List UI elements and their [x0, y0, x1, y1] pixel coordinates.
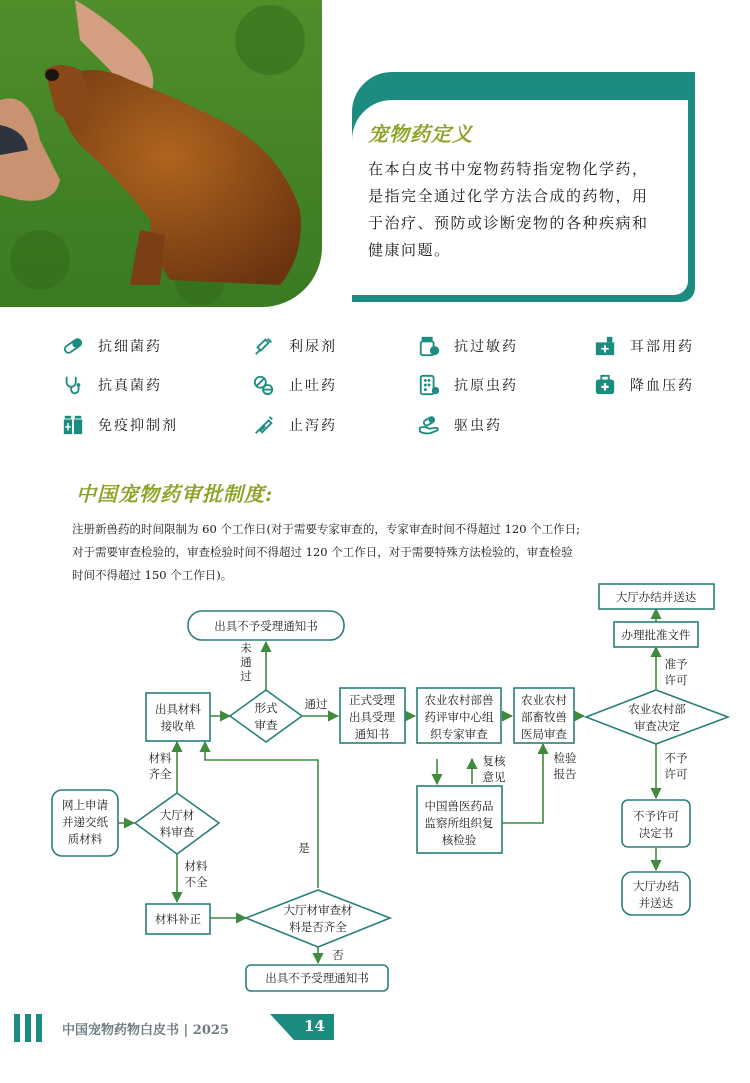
label-not-passed-1: 未 [240, 641, 252, 655]
label-recheck-2: 意见 [482, 770, 506, 784]
label-not-permit-2: 许可 [664, 767, 688, 781]
formal-accept-line3: 通知书 [354, 727, 390, 741]
approval-flowchart [0, 580, 750, 1000]
decision-line1: 农业农村部 [628, 702, 686, 716]
issue-receipt-line1: 出具材料 [155, 702, 201, 716]
complete-check-line1: 大厅材审查材 [283, 903, 353, 917]
label-no: 否 [332, 948, 344, 962]
not-permit-line2: 决定书 [638, 826, 674, 840]
medicine-bottle-icon [418, 335, 440, 357]
label-yes: 是 [298, 841, 310, 855]
expert-review-line1: 农业农村部兽 [424, 693, 494, 707]
inspection-line2: 监察所组织复 [424, 816, 494, 830]
label-incomplete-1: 材料 [184, 859, 208, 873]
footer-title: 中国宠物药物白皮书 | 2025 [62, 1023, 229, 1038]
not-permit-line1: 不予许可 [633, 809, 679, 823]
approve-doc-text: 办理批准文件 [621, 628, 691, 642]
hand-pill-icon [418, 414, 440, 436]
online-apply-line2: 并递交纸 [62, 815, 108, 829]
inspection-line1: 中国兽医药品 [424, 799, 494, 813]
material-fix-text: 材料补正 [155, 912, 201, 926]
label-incomplete-2: 不全 [184, 875, 208, 889]
category-antidiarrheal: 止泻药 [253, 414, 337, 436]
hall-review-line1: 大厅材 [159, 808, 195, 822]
label-recheck-1: 复核 [482, 754, 506, 768]
expert-review-line3: 织专家审查 [430, 727, 488, 741]
online-apply-line3: 质材料 [67, 832, 103, 846]
inspection-line3: 核检验 [441, 833, 477, 847]
formal-review-line2: 审查 [254, 718, 278, 732]
bureau-review-line1: 农业农村 [521, 693, 567, 707]
deliver-bottom-line2: 并送达 [638, 896, 674, 910]
label-permit-1: 准予 [664, 657, 688, 671]
complete-check-line2: 料是否齐全 [289, 920, 347, 934]
formal-accept-line1: 正式受理 [349, 693, 395, 707]
dog-photo [0, 0, 322, 307]
label-passed: 通过 [304, 697, 328, 711]
tablets-icon [253, 374, 275, 396]
approval-text: 注册新兽药的时间限制为 60 个工作日(对于需要专家审查的，专家审查时间不得超过 120 个工作日; 对于需要审查检验的，审查检验时间不得超过 120 个工作日，对于需要特殊方法检验的，审查检验 时间不得超过 150 个工作日)。 [72, 522, 581, 582]
category-immunosuppressant: 免疫抑制剂 [62, 414, 178, 436]
label-not-passed-3: 过 [240, 669, 252, 683]
stethoscope-icon [62, 374, 84, 396]
formal-accept-line2: 出具受理 [349, 710, 395, 724]
syringe-icon [253, 335, 275, 357]
blister-pack-icon [418, 374, 440, 396]
complete-check-node [246, 890, 390, 947]
definition-title: 宠物药定义 [368, 122, 473, 146]
category-antihypertensive: 降血压药 [594, 374, 694, 396]
reject-notice-bottom-text: 出具不予受理通知书 [265, 971, 369, 985]
category-diuretic: 利尿剂 [253, 335, 337, 357]
category-antifungal: 抗真菌药 [62, 374, 162, 396]
label-report-2: 报告 [553, 767, 577, 781]
label-not-passed-2: 通 [240, 655, 252, 669]
expert-review-line2: 药评审中心组 [424, 710, 494, 724]
medicine-box-icon [594, 335, 616, 357]
page-number-badge [270, 1014, 334, 1040]
pill-icon [62, 335, 84, 357]
deliver-top-text: 大厅办结并送达 [615, 590, 697, 604]
label-complete-1: 材料 [148, 751, 172, 765]
issue-receipt-line2: 接收单 [160, 719, 196, 733]
bureau-review-line3: 医局审查 [521, 727, 567, 741]
category-antibacterial: 抗细菌药 [62, 335, 162, 357]
issue-receipt-node [146, 693, 210, 741]
first-aid-kit-icon [594, 374, 616, 396]
bureau-review-line2: 部畜牧兽 [521, 710, 567, 724]
hall-review-line2: 料审查 [159, 825, 195, 839]
category-antiallergic: 抗过敏药 [418, 335, 518, 357]
deliver-bottom-line1: 大厅办结 [633, 879, 679, 893]
injection-icon [253, 414, 275, 436]
category-antiprotozoal: 抗原虫药 [418, 374, 518, 396]
label-report-1: 检验 [553, 751, 577, 765]
category-anthelmintic: 驱虫药 [418, 414, 502, 436]
decision-node [586, 690, 728, 744]
category-antiemetic: 止吐药 [253, 374, 337, 396]
hall-review-node [135, 793, 219, 854]
label-permit-2: 许可 [664, 673, 688, 687]
label-not-permit-1: 不予 [664, 751, 688, 765]
formal-review-node [230, 690, 302, 742]
approval-title: 中国宠物药审批制度: [76, 482, 274, 506]
definition-text: 在本白皮书中宠物药特指宠物化学药， 是指完全通过化学方法合成的药物，用 于治疗、预防或诊断宠物的各种疾病和 健康问题。 [368, 160, 649, 259]
vials-icon [62, 414, 84, 436]
footer-bars-icon [14, 1014, 44, 1042]
formal-review-line1: 形式 [254, 701, 278, 715]
decision-line2: 审查决定 [634, 719, 680, 733]
category-ear-medicine: 耳部用药 [594, 335, 694, 357]
label-complete-2: 齐全 [148, 767, 172, 781]
online-apply-line1: 网上申请 [62, 798, 108, 812]
page-number: 14 [304, 1017, 325, 1035]
reject-notice-top-text: 出具不予受理通知书 [214, 619, 318, 633]
